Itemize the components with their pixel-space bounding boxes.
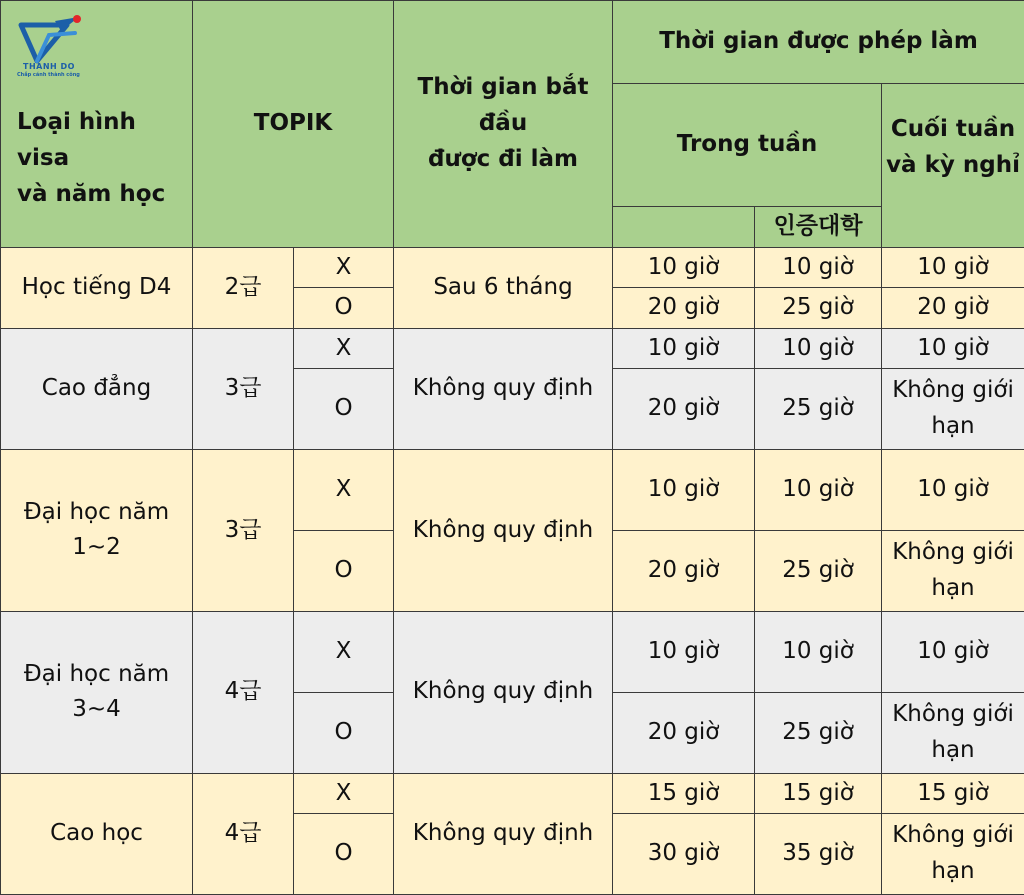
header-visa-type-line2: và năm học (17, 180, 166, 207)
start-time-cell: Không quy định (394, 328, 613, 449)
weekday-certified-hours-cell: 10 giờ (755, 328, 882, 368)
weekday-hours-cell: 20 giờ (613, 369, 755, 450)
certified-flag-cell: X (294, 773, 394, 813)
weekday-hours-cell: 15 giờ (613, 773, 755, 813)
certified-flag-cell: O (294, 288, 394, 328)
weekend-hours-line: Không giới (892, 377, 1014, 404)
weekend-hours-line: 15 giờ (917, 779, 989, 806)
certified-flag-cell: O (294, 530, 394, 611)
start-time-cell: Không quy định (394, 773, 613, 894)
visa-type-line: 1~2 (72, 534, 121, 561)
visa-type-line: Đại học năm (23, 498, 170, 525)
table-row (1, 773, 1024, 813)
table-row (1, 247, 1024, 287)
weekday-certified-hours-cell: 25 giờ (755, 288, 882, 328)
weekday-certified-hours-cell: 10 giờ (755, 611, 882, 692)
weekday-hours-cell: 10 giờ (613, 247, 755, 287)
logo-name: THANH DO (23, 62, 75, 71)
weekend-hours-line: Không giới (892, 539, 1014, 566)
weekday-hours-cell: 10 giờ (613, 611, 755, 692)
logo-tagline: Chắp cánh thành công (17, 72, 80, 78)
start-time-cell: Sau 6 tháng (394, 247, 613, 328)
weekend-hours-cell (882, 247, 1024, 287)
header-certified: 인증대학 (755, 207, 882, 247)
weekend-hours-cell (882, 773, 1024, 813)
table-row (1, 450, 1024, 531)
weekday-certified-hours-cell: 10 giờ (755, 247, 882, 287)
weekend-hours-cell (882, 692, 1024, 773)
weekend-hours-line: hạn (931, 858, 975, 885)
visa-type-line: 3~4 (72, 696, 121, 723)
weekday-certified-hours-cell: 10 giờ (755, 450, 882, 531)
weekday-certified-hours-cell: 25 giờ (755, 692, 882, 773)
weekday-hours-cell: 20 giờ (613, 692, 755, 773)
weekend-hours-cell (882, 288, 1024, 328)
header-start-time: Thời gian bắt đầu được đi làm (394, 1, 613, 248)
weekend-hours-line: Không giới (892, 822, 1014, 849)
visa-type-cell (1, 773, 193, 894)
header-weekdays-blank (613, 207, 755, 247)
weekend-hours-line: 10 giờ (917, 334, 989, 361)
visa-type-line: Học tiếng D4 (21, 273, 172, 300)
weekend-hours-line: 10 giờ (917, 253, 989, 280)
start-time-cell: Không quy định (394, 611, 613, 773)
visa-type-line: Cao đẳng (41, 375, 152, 402)
visa-type-line: Đại học năm (23, 660, 170, 687)
weekend-hours-cell (882, 328, 1024, 368)
topik-level-cell: 4급 (193, 611, 294, 773)
header-weekend: Cuối tuần và kỳ nghỉ (882, 83, 1024, 247)
table-row (1, 611, 1024, 692)
weekend-hours-line: Không giới (892, 701, 1014, 728)
certified-flag-cell: O (294, 692, 394, 773)
topik-level-cell: 2급 (193, 247, 294, 328)
header-visa-type-line1: Loại hình visa (17, 109, 136, 172)
visa-type-line: Cao học (50, 820, 143, 846)
weekend-hours-line: hạn (931, 574, 975, 601)
topik-level-cell: 4급 (193, 773, 294, 894)
weekday-certified-hours-cell: 25 giờ (755, 369, 882, 450)
header-weekdays: Trong tuần (613, 83, 882, 206)
weekend-hours-line: 20 giờ (917, 294, 989, 321)
table-row (1, 328, 1024, 368)
weekday-certified-hours-cell: 25 giờ (755, 530, 882, 611)
header-allowed-time: Thời gian được phép làm (613, 1, 1024, 84)
weekday-hours-cell: 10 giờ (613, 328, 755, 368)
visa-type-cell (1, 611, 193, 773)
weekday-hours-cell: 30 giờ (613, 814, 755, 895)
header-visa-type (1, 1, 193, 248)
visa-type-cell (1, 328, 193, 449)
weekend-hours-cell (882, 530, 1024, 611)
visa-type-cell (1, 247, 193, 328)
weekend-hours-cell (882, 369, 1024, 450)
certified-flag-cell: X (294, 328, 394, 368)
certified-flag-cell: X (294, 611, 394, 692)
weekday-hours-cell: 20 giờ (613, 288, 755, 328)
weekday-certified-hours-cell: 15 giờ (755, 773, 882, 813)
certified-flag-cell: O (294, 814, 394, 895)
topik-level-cell: 3급 (193, 450, 294, 612)
weekend-hours-line: hạn (931, 736, 975, 763)
certified-flag-cell: X (294, 450, 394, 531)
start-time-cell: Không quy định (394, 450, 613, 612)
certified-flag-cell: X (294, 247, 394, 287)
certified-flag-cell: O (294, 369, 394, 450)
weekend-hours-cell (882, 814, 1024, 895)
header-topik: TOPIK (193, 1, 394, 248)
weekend-hours-line: 10 giờ (917, 637, 989, 664)
weekday-hours-cell: 10 giờ (613, 450, 755, 531)
weekday-certified-hours-cell: 35 giờ (755, 814, 882, 895)
weekend-hours-cell (882, 450, 1024, 531)
visa-type-cell (1, 450, 193, 612)
topik-level-cell: 3급 (193, 328, 294, 449)
weekend-hours-line: hạn (931, 413, 975, 440)
weekday-hours-cell: 20 giờ (613, 530, 755, 611)
weekend-hours-line: 10 giờ (917, 476, 989, 503)
weekend-hours-cell (882, 611, 1024, 692)
